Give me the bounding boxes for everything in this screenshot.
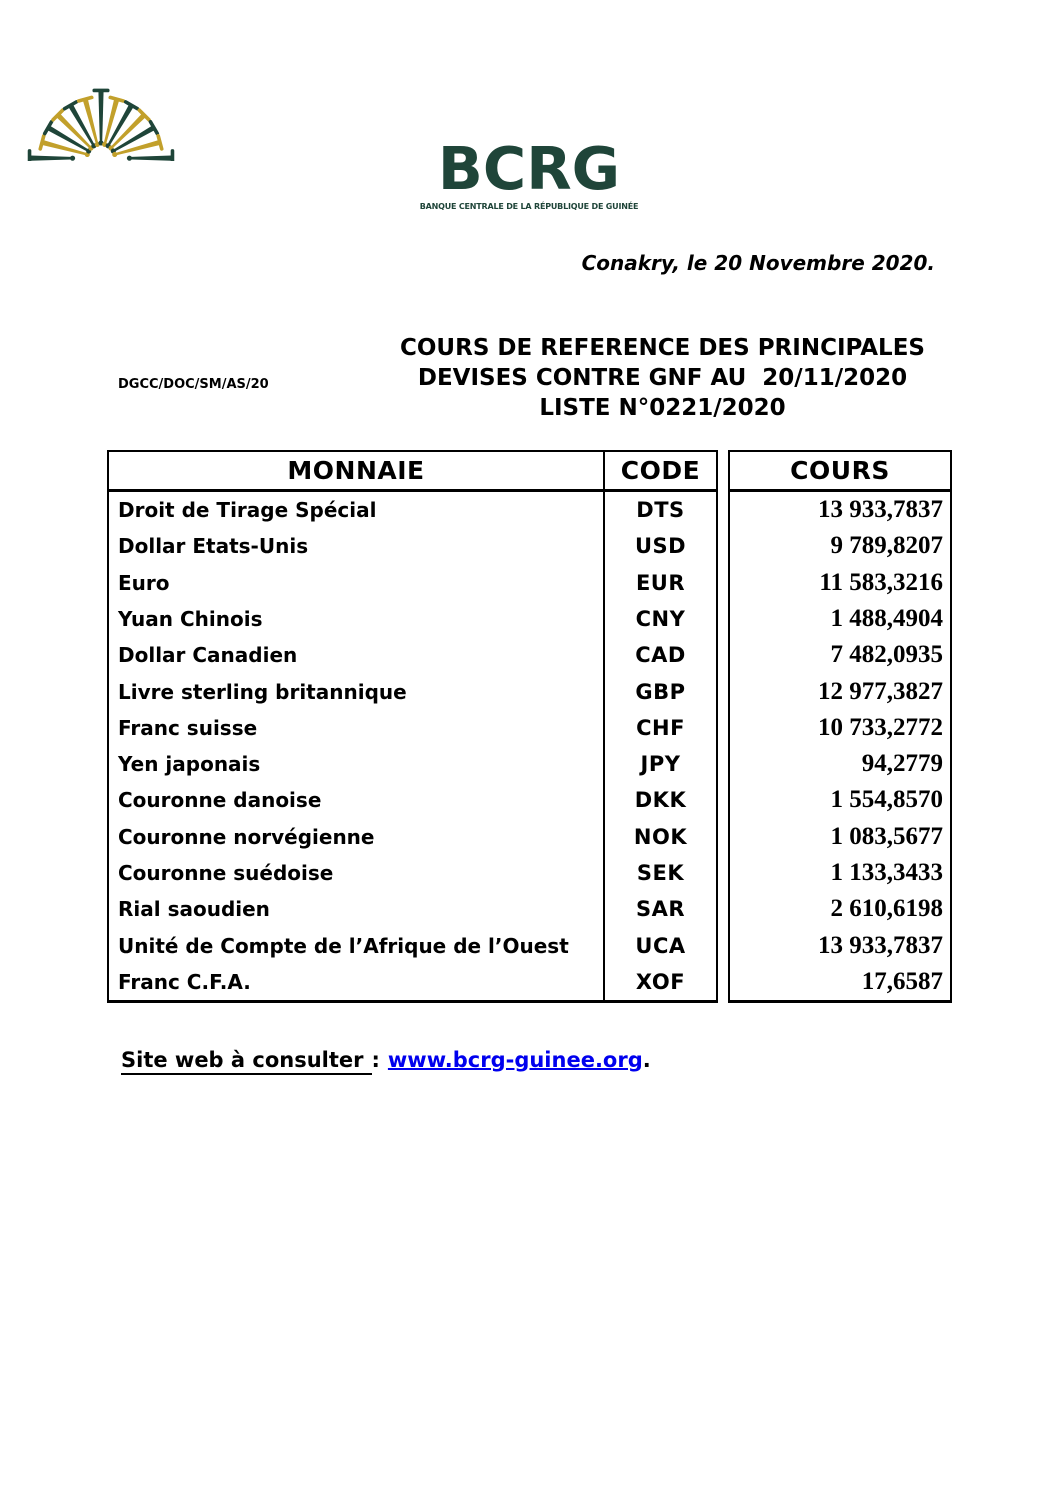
footer-period: . (642, 1048, 651, 1072)
footer-note (121, 1048, 651, 1075)
col-header-monnaie: MONNAIE (287, 456, 425, 485)
table-row (109, 710, 716, 746)
table-row (109, 565, 716, 601)
document-title-line-2: DEVISES CONTRE GNF AU 20/11/2020 (417, 365, 908, 391)
currency-code: EUR (603, 565, 716, 601)
currency-name: Yen japonais (118, 752, 261, 777)
table-row (109, 637, 716, 673)
rate-value: 1 083,5677 (830, 822, 943, 850)
rate-value: 1 488,4904 (830, 604, 943, 632)
rate-value: 1 554,8570 (830, 786, 943, 814)
logo-wordmark: BCRG (437, 134, 621, 203)
table-row (109, 528, 716, 564)
table-row (109, 782, 716, 818)
table-body-right (730, 492, 950, 1000)
currency-name: Rial saoudien (118, 897, 270, 922)
table-row (109, 927, 716, 963)
rate-value: 9 789,8207 (830, 532, 943, 560)
currency-code: JPY (603, 746, 716, 782)
rate-value: 2 610,6198 (830, 895, 943, 923)
currency-name: Franc suisse (118, 715, 258, 740)
table-row (109, 964, 716, 1000)
currency-code: CHF (603, 710, 716, 746)
currency-name: Dollar Etats-Unis (118, 534, 309, 559)
table-header-row-cours (730, 452, 950, 492)
currency-code: DKK (603, 782, 716, 818)
reference-code: DGCC/DOC/SM/AS/20 (118, 377, 269, 392)
table-row (109, 891, 716, 927)
currency-code: CNY (603, 601, 716, 637)
col-header-code: CODE (603, 452, 716, 489)
rate-value: 1 133,3433 (830, 858, 943, 886)
currency-code: UCA (603, 927, 716, 963)
table-row (109, 746, 716, 782)
currency-name: Euro (118, 570, 170, 595)
table-right-section (728, 450, 952, 1003)
bcrg-logo (0, 70, 1058, 211)
currency-name: Couronne danoise (118, 788, 322, 813)
website-separator: : (371, 1048, 380, 1072)
rate-value: 11 583,3216 (819, 568, 943, 596)
currency-code: USD (603, 528, 716, 564)
currency-code: SAR (603, 891, 716, 927)
currency-code: CAD (603, 637, 716, 673)
website-label: Site web à consulter (121, 1048, 372, 1075)
currency-name: Unité de Compte de l’Afrique de l’Ouest (118, 933, 569, 958)
rate-value: 13 933,7837 (818, 931, 943, 959)
currency-name: Couronne norvégienne (118, 824, 375, 849)
rate-value: 12 977,3827 (818, 677, 943, 705)
currency-name: Droit de Tirage Spécial (118, 498, 377, 523)
currency-name: Franc C.F.A. (118, 969, 251, 994)
rates-table (107, 450, 952, 1003)
document-title-line-1: COURS DE REFERENCE DES PRINCIPALES (400, 335, 925, 361)
currency-code: NOK (603, 819, 716, 855)
rate-value: 10 733,2772 (818, 713, 943, 741)
logo-tagline: BANQUE CENTRALE DE LA RÉPUBLIQUE DE GUINÉE (419, 202, 639, 211)
document-title-line-3: LISTE N°0221/2020 (539, 395, 786, 421)
rate-value: 13 933,7837 (818, 496, 943, 524)
rate-value: 94,2779 (861, 750, 943, 778)
currency-name: Yuan Chinois (118, 606, 263, 631)
currency-name: Livre sterling britannique (118, 679, 407, 704)
currency-code: SEK (603, 855, 716, 891)
table-left-section (107, 450, 718, 1003)
table-row (109, 673, 716, 709)
currency-code: DTS (603, 492, 716, 528)
currency-name: Couronne suédoise (118, 860, 334, 885)
currency-code: GBP (603, 673, 716, 709)
table-row (109, 601, 716, 637)
rate-value: 7 482,0935 (830, 641, 943, 669)
currency-code: XOF (603, 964, 716, 1000)
date-line: Conakry, le 20 Novembre 2020. (581, 251, 935, 275)
table-row (109, 492, 716, 528)
table-row (109, 819, 716, 855)
table-body-left (109, 492, 716, 1000)
rate-value: 17,6587 (861, 967, 943, 995)
currency-name: Dollar Canadien (118, 643, 298, 668)
table-row (109, 855, 716, 891)
website-link[interactable]: www.bcrg-guinee.org (387, 1048, 643, 1072)
table-header-row (109, 452, 716, 492)
col-header-cours: COURS (790, 456, 890, 485)
document-title (270, 333, 1055, 423)
